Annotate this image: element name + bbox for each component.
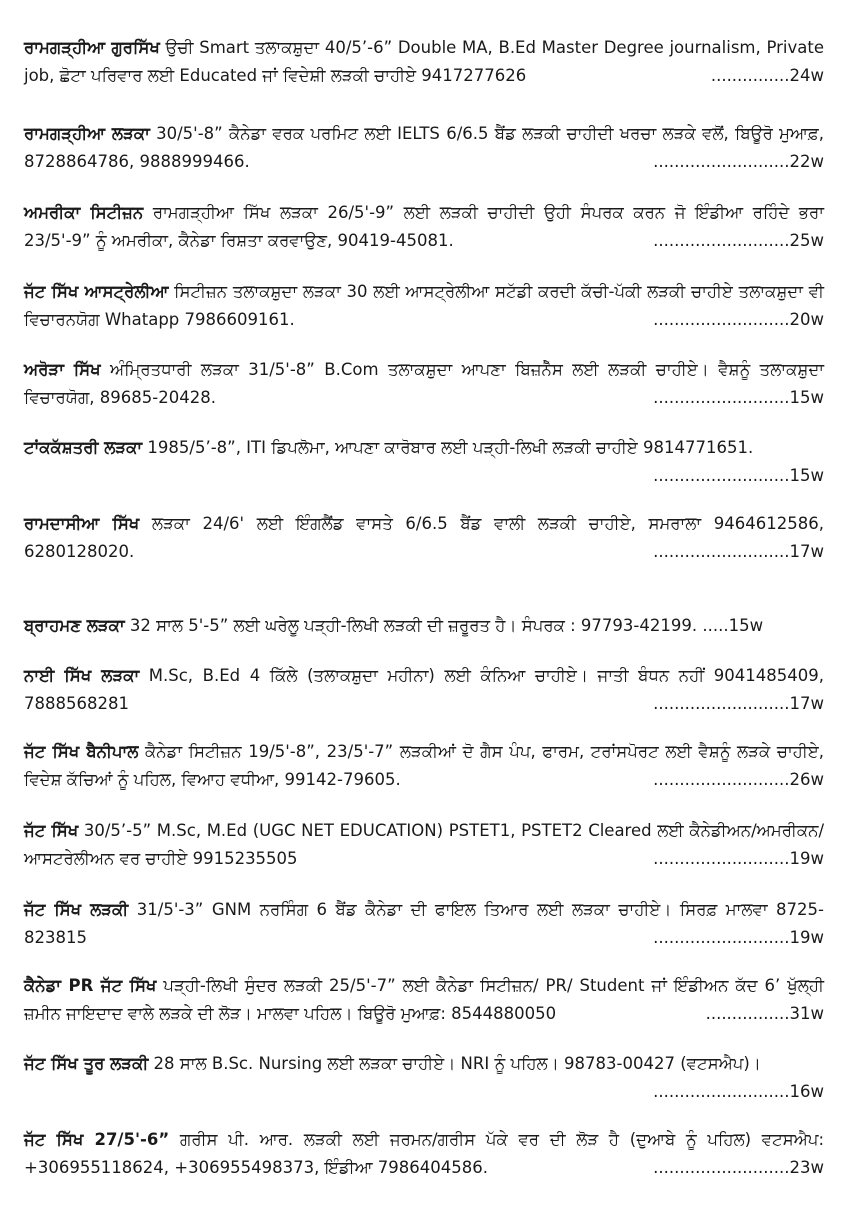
ad-code: ..........................25w (653, 231, 824, 250)
ad-lead: ਟਾਂਕਕੱਸ਼ਤਰੀ ਲੜਕਾ (24, 438, 143, 457)
ad-code: ...............24w (710, 66, 824, 85)
ad-lead: ਜੱਟ ਸਿੱਖ ਬੈਨੀਪਾਲ (24, 742, 139, 761)
classified-ad (24, 120, 824, 176)
ad-lead: ਅਮਰੀਕਾ ਸਿਟੀਜ਼ਨ (24, 203, 144, 222)
classified-ad (24, 662, 824, 718)
ad-code: ..........................19w (653, 849, 824, 868)
classified-ad (24, 278, 824, 334)
ad-text: ਪੜ੍ਹੀ-ਲਿਖੀ ਸੁੰਦਰ ਲੜਕੀ 25/5'-7” ਲਈ ਕੈਨੇਡਾ ਸਿਟੀਜ਼ਨ/ PR/ Student ਜਾਂ ਇੰਡੀਅਨ ਕੱਦ 6’ ਖੁੱਲ੍ਹੀ ਜ਼ਮੀਨ ਜਾਇਦਾਦ ਵਾਲੇ ਲੜਕੇ ਦੀ ਲੋੜ। ਮਾਲਵਾ ਪਹਿਲ। ਬਿਊਰੋ ਮੁਆਫ਼: 8544880050 (24, 976, 825, 1023)
ad-text: 30/5'-8” ਕੈਨੇਡਾ ਵਰਕ ਪਰਮਿਟ ਲਈ IELTS 6/6.5 ਬੈਂਡ ਲੜਕੀ ਚਾਹੀਦੀ ਖਰਚਾ ਲੜਕੇ ਵਲੋਂ, ਬਿਊਰੋ ਮੁਆਫ਼, 8728864786, 9888999466. (24, 124, 825, 171)
classified-ad (24, 972, 824, 1028)
ad-text: ਅੰਮ੍ਰਿਤਧਾਰੀ ਲੜਕਾ 31/5'-8” B.Com ਤਲਾਕਸ਼ੁਦਾ ਆਪਣਾ ਬਿਜ਼ਨੈੱਸ ਲਈ ਲੜਕੀ ਚਾਹੀਏ। ਵੈਸ਼ਨੂੰ ਤਲਾਕਸ਼ੁਦਾ ਵਿਚਾਰਯੋਗ, 89685-20428. (24, 360, 825, 407)
ad-text: 30/5’-5” M.Sc, M.Ed (UGC NET EDUCATION) PSTET1, PSTET2 Cleared ਲਈ ਕੈਨੇਡੀਅਨ/ਅਮਰੀਕਨ/ਆਸਟਰੇਲੀਅਨ ਵਰ ਚਾਹੀਏ 9915235505 (24, 821, 825, 868)
ad-text: ਲੜਕਾ 24/6' ਲਈ ਇੰਗਲੈਂਡ ਵਾਸਤੇ 6/6.5 ਬੈਂਡ ਵਾਲੀ ਲੜਕੀ ਚਾਹੀਏ, ਸਮਰਾਲਾ 9464612586, 6280128020. (24, 514, 824, 561)
classified-ad (24, 612, 824, 640)
ad-lead: ਜੱਟ ਸਿੱਖ ਲੜਕੀ (24, 900, 129, 919)
classified-ad (24, 817, 824, 873)
ad-code: ..........................22w (653, 152, 824, 171)
ad-text: ਗਰੀਸ ਪੀ. ਆਰ. ਲੜਕੀ ਲਈ ਜਰਮਨ/ਗਰੀਸ ਪੱਕੇ ਵਰ ਦੀ ਲੋੜ ਹੈ (ਦੁਆਬੇ ਨੂੰ ਪਹਿਲ) ਵਟਸਐਪ: +306955118624, +306955498373, ਇੰਡੀਆ 7986404586. (24, 1130, 824, 1177)
classified-ad (24, 510, 824, 566)
ad-code: ..........................26w (653, 770, 824, 789)
ad-code: ..........................19w (653, 928, 824, 947)
ad-code: ..........................15w (653, 388, 824, 407)
ad-text: 32 ਸਾਲ 5'-5” ਲਈ ਘਰੇਲੂ ਪੜ੍ਹੀ-ਲਿਖੀ ਲੜਕੀ ਦੀ ਜ਼ਰੂਰਤ ਹੈ। ਸੰਪਰਕ : 97793-42199. (124, 616, 698, 635)
ad-code: ..........................15w (653, 466, 824, 485)
ad-lead: ਜੱਟ ਸਿੱਖ 27/5'-6” (24, 1130, 170, 1149)
ad-text: ਰਾਮਗੜ੍ਹੀਆ ਸਿੱਖ ਲੜਕਾ 26/5'-9” ਲਈ ਲੜਕੀ ਚਾਹੀਦੀ ਉਹੀ ਸੰਪਰਕ ਕਰਨ ਜੋ ਇੰਡੀਆ ਰਹਿੰਦੇ ਭਰਾ 23/5'-9” ਨੂੰ ਅਮਰੀਕਾ, ਕੈਨੇਡਾ ਰਿਸ਼ਤਾ ਕਰਵਾਉਣ, 90419-45081. (24, 203, 824, 250)
ad-text: 28 ਸਾਲ B.Sc. Nursing ਲਈ ਲੜਕਾ ਚਾਹੀਏ। NRI ਨੂੰ ਪਹਿਲ। 98783-00427 (ਵਟਸਐਪ)। (148, 1054, 761, 1073)
ad-lead: ਜੱਟ ਸਿੱਖ (24, 821, 79, 840)
ad-lead: ਅਰੋੜਾ ਸਿੱਖ (24, 360, 101, 379)
classified-ad (24, 1050, 824, 1106)
classified-ad (24, 434, 824, 490)
ad-text: 1985/5’-8”, ITI ਡਿਪਲੋਮਾ, ਆਪਣਾ ਕਾਰੋਬਾਰ ਲਈ ਪੜ੍ਹੀ-ਲਿਖੀ ਲੜਕੀ ਚਾਹੀਏ 9814771651. (142, 438, 754, 457)
ad-lead: ਬ੍ਰਾਹਮਣ ਲੜਕਾ (24, 616, 125, 635)
ad-code: ..........................17w (653, 542, 824, 561)
classified-ad (24, 1126, 824, 1182)
ad-lead: ਰਾਮਗੜ੍ਹੀਆ ਲੜਕਾ (24, 124, 150, 143)
ad-text: ਉਚੀ Smart ਤਲਾਕਸ਼ੁਦਾ 40/5’-6” Double MA, B.Ed Master Degree journalism, Private job, ਛੋਟਾ ਪਰਿਵਾਰ ਲਈ Educated ਜਾਂ ਵਿਦੇਸ਼ੀ ਲੜਕੀ ਚਾਹੀਏ 9417277626 (24, 38, 824, 85)
ad-code: .....15w (702, 616, 764, 635)
classified-ad (24, 738, 824, 794)
ad-lead: ਜੱਟ ਸਿੱਖ ਆਸਟ੍ਰੇਲੀਆ (24, 282, 169, 301)
classified-ad (24, 34, 824, 90)
ad-text: 31/5'-3” GNM ਨਰਸਿੰਗ 6 ਬੈਂਡ ਕੈਨੇਡਾ ਦੀ ਫਾਇਲ ਤਿਆਰ ਲਈ ਲੜਕਾ ਚਾਹੀਏ। ਸਿਰਫ਼ ਮਾਲਵਾ 8725-823815 (24, 900, 824, 947)
ad-lead: ਰਾਮਦਾਸੀਆ ਸਿੱਖ (24, 514, 140, 533)
ad-lead: ਕੈਨੇਡਾ PR ਜੱਟ ਸਿੱਖ (24, 976, 157, 995)
classified-ad (24, 199, 824, 255)
classified-ad (24, 896, 824, 952)
ad-text: M.Sc, B.Ed 4 ਕਿੱਲੇ (ਤਲਾਕਸ਼ੁਦਾ ਮਹੀਨਾ) ਲਈ ਕੰਨਿਆ ਚਾਹੀਏ। ਜਾਤੀ ਬੰਧਨ ਨਹੀਂ 9041485409, 7888568281 (24, 666, 824, 713)
ad-code: ..........................20w (653, 310, 824, 329)
ad-lead: ਨਾਈ ਸਿੱਖ ਲੜਕਾ (24, 666, 140, 685)
classified-ad (24, 356, 824, 412)
ad-code: ..........................17w (653, 694, 824, 713)
ad-lead: ਜੱਟ ਸਿੱਖ ਤੂਰ ਲੜਕੀ (24, 1054, 149, 1073)
ad-text: ਸਿਟੀਜ਼ਨ ਤਲਾਕਸ਼ੁਦਾ ਲੜਕਾ 30 ਲਈ ਆਸਟ੍ਰੇਲੀਆ ਸਟੱਡੀ ਕਰਦੀ ਕੱਚੀ-ਪੱਕੀ ਲੜਕੀ ਚਾਹੀਏ ਤਲਾਕਸ਼ੁਦਾ ਵੀ ਵਿਚਾਰਨਯੋਗ Whatapp 7986609161. (24, 282, 824, 329)
ad-text: ਕੈਨੇਡਾ ਸਿਟੀਜ਼ਨ 19/5'-8”, 23/5'-7” ਲੜਕੀਆਂ ਦੋ ਗੈਸ ਪੰਪ, ਫਾਰਮ, ਟਰਾਂਸਪੋਰਟ ਲਈ ਵੈਸ਼ਨੂੰ ਲੜਕੇ ਚਾਹੀਏ, ਵਿਦੇਸ਼ ਕੱਚਿਆਂ ਨੂੰ ਪਹਿਲ, ਵਿਆਹ ਵਧੀਆ, 99142-79605. (24, 742, 824, 789)
ad-lead: ਰਾਮਗੜ੍ਹੀਆ ਗੁਰਸਿੱਖ (24, 38, 160, 57)
ad-code: ..........................16w (653, 1082, 824, 1101)
ad-code: ................31w (705, 1004, 824, 1023)
ad-code: ..........................23w (653, 1158, 824, 1177)
